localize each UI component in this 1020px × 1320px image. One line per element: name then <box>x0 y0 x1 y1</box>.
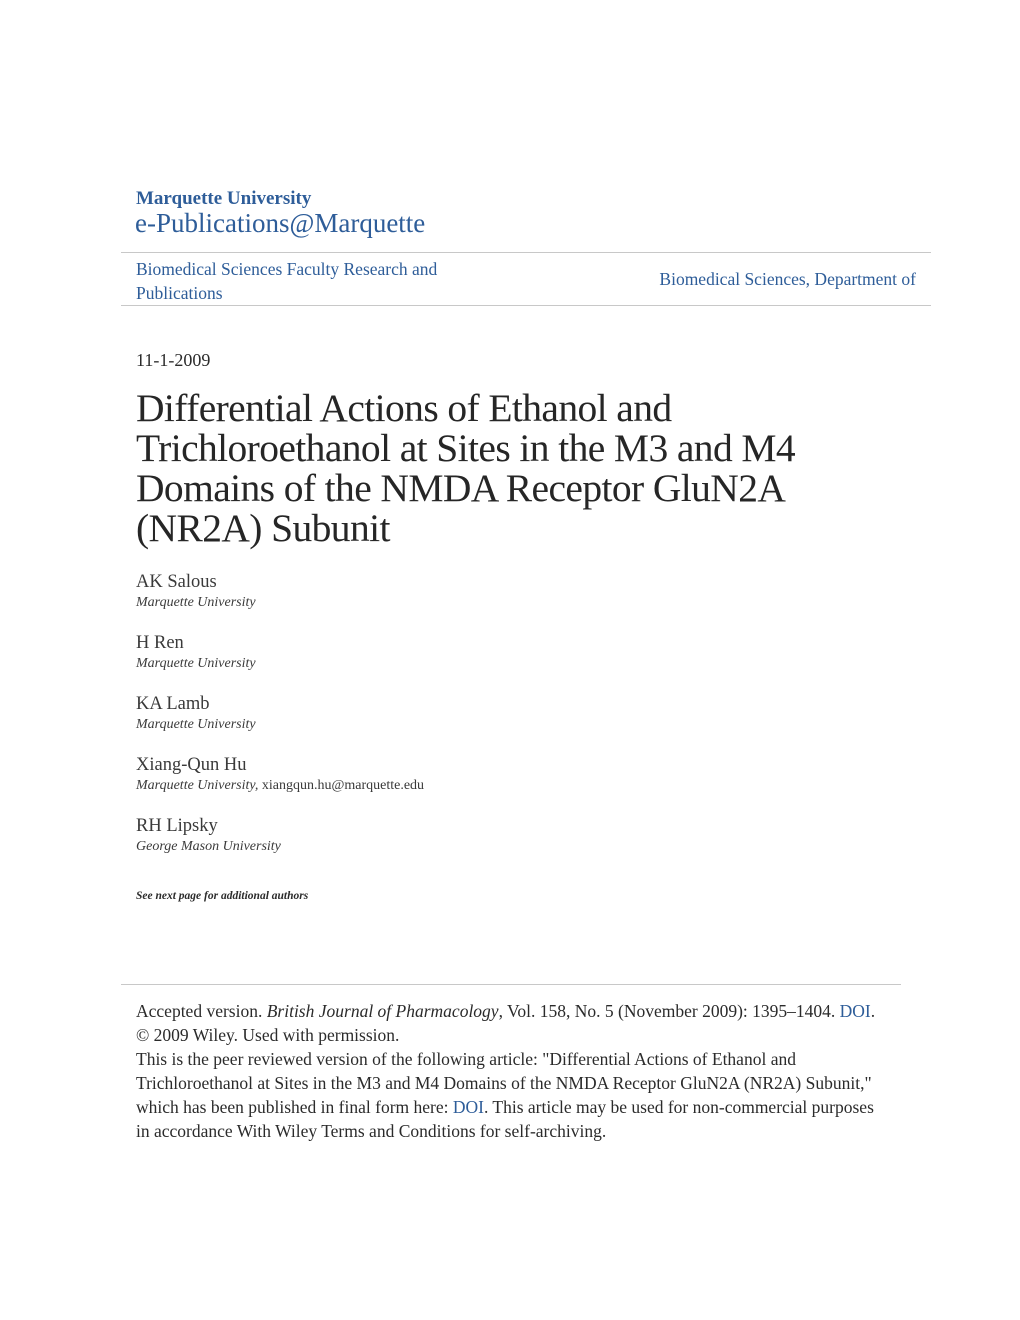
citation-rights: . © 2009 Wiley. Used with permission. <box>136 1001 876 1045</box>
author-affiliation: George Mason University <box>136 839 281 854</box>
author-name: H Ren <box>136 633 184 653</box>
author-name: Xiang-Qun Hu <box>136 755 247 775</box>
author-entry <box>136 754 424 796</box>
author-affiliation: Marquette University <box>136 778 255 793</box>
institution-name[interactable]: Marquette University <box>136 188 312 209</box>
journal-name: British Journal of Pharmacology <box>266 1001 499 1021</box>
doi-link[interactable]: DOI <box>839 1001 871 1021</box>
author-entry <box>136 693 424 735</box>
department-link[interactable]: Biomedical Sciences, Department of <box>659 269 916 289</box>
citation-details: , Vol. 158, No. 5 (November 2009): 1395–1404. <box>498 1001 840 1021</box>
author-entry <box>136 632 424 674</box>
author-affiliation: Marquette University <box>136 595 256 610</box>
citation-block <box>136 999 876 1143</box>
author-affiliation: Marquette University <box>136 717 256 732</box>
header-top-rule <box>121 252 931 253</box>
article-title: Differential Actions of Ethanol and Trichloroethanol at Sites in the M3 and M4 Domains of the NMDA Receptor GluN2A (NR2A) Subunit <box>136 386 796 550</box>
author-affiliation-with-email: Marquette University, xiangqun.hu@marquette.edu <box>136 778 425 793</box>
author-name: AK Salous <box>136 572 217 592</box>
collection-link[interactable]: Biomedical Sciences Faculty Research and Publications <box>136 259 438 303</box>
author-affiliation: Marquette University <box>136 656 256 671</box>
citation-reference <box>136 999 876 1047</box>
author-email[interactable]: xiangqun.hu@marquette.edu <box>261 778 425 793</box>
publication-date: 11-1-2009 <box>136 350 211 370</box>
citation-prefix: Accepted version. <box>136 1001 267 1021</box>
citation-rule <box>121 984 901 985</box>
note-text-before: This is the peer reviewed version of the following article: "Differential Actions of Ethanol and Trichloroethanol at Sites in the M3 and M4 Domains of the NMDA Receptor GluN2A (NR2A) Subunit," which has been published in final form here: <box>136 1049 872 1117</box>
author-name: KA Lamb <box>136 694 210 714</box>
author-entry <box>136 571 424 613</box>
author-name: RH Lipsky <box>136 816 218 836</box>
header-bottom-rule <box>121 305 931 306</box>
note-text-after: . This article may be used for non-commercial purposes in accordance With Wiley Terms and Conditions for self-archiving. <box>136 1097 874 1141</box>
final-form-doi-link[interactable]: DOI <box>452 1097 484 1117</box>
author-list <box>136 571 424 876</box>
additional-authors-note: See next page for additional authors <box>136 890 309 902</box>
author-entry <box>136 815 424 857</box>
citation-note <box>136 1047 876 1143</box>
repository-link[interactable]: e-Publications@Marquette <box>135 208 426 238</box>
